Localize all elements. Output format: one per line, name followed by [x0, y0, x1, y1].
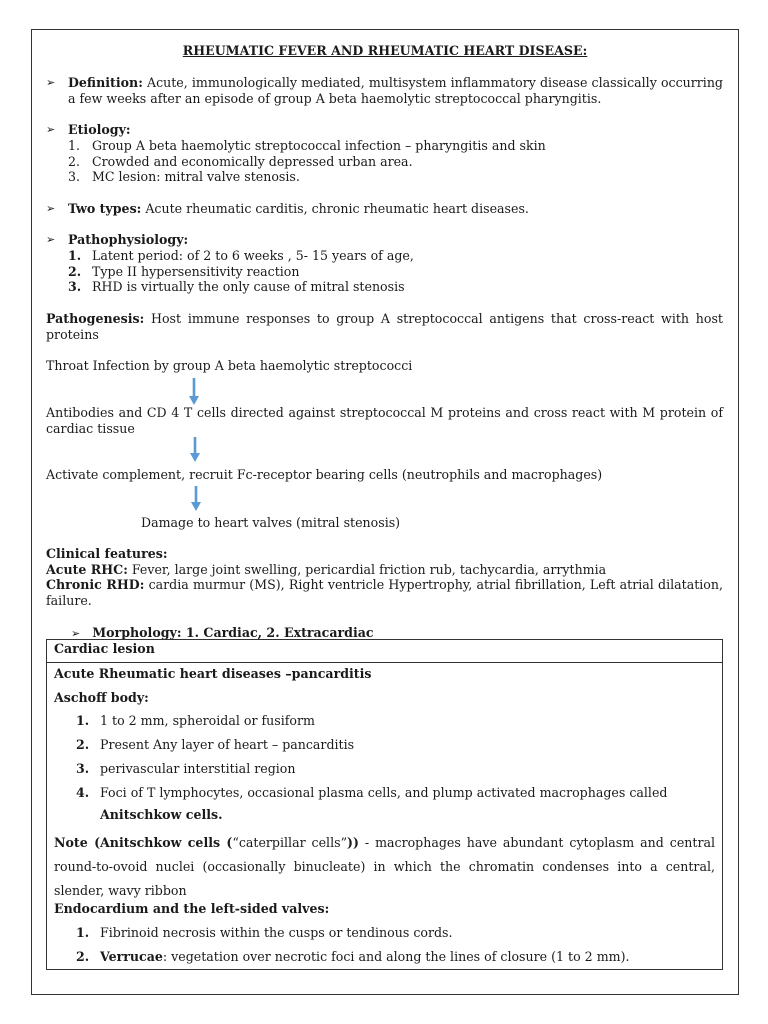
- pathogenesis-paragraph: [46, 311, 723, 342]
- definition-text: Acute, immunologically mediated, multisystem inflammatory disease classically occurring a few weeks after an episode of group A beta haemolytic streptococcal pharyngitis.: [68, 75, 723, 106]
- morphology-label: Morphology: 1. Cardiac, 2. Extracardiac: [92, 625, 374, 640]
- table-header: Cardiac lesion: [54, 641, 155, 656]
- chronic-rhd-text: cardia murmur (MS), Right ventricle Hypertrophy, atrial fibrillation, Left atrial dilatation, failure.: [46, 577, 723, 608]
- etiology-section: [46, 122, 723, 138]
- arrow-bullet-icon: ➢: [46, 233, 56, 246]
- two-types-text: Acute rheumatic carditis, chronic rheumatic heart diseases.: [141, 201, 529, 216]
- definition-label: Definition:: [68, 75, 143, 90]
- list-item: 1. Latent period: of 2 to 6 weeks , 5- 15 years of age,: [68, 248, 414, 263]
- flow-step-4: Damage to heart valves (mitral stenosis): [141, 515, 401, 530]
- endocardium-label: Endocardium and the left-sided valves:: [54, 901, 330, 916]
- list-item: 4. Foci of T lymphocytes, occasional plasma cells, and plump activated macrophages called: [76, 785, 668, 800]
- list-item: 2. Crowded and economically depressed urban area.: [68, 153, 413, 169]
- anitschkow-cells: Anitschkow cells.: [100, 807, 223, 822]
- two-types-label: Two types:: [68, 201, 142, 216]
- acute-rhc-text: Fever, large joint swelling, pericardial friction rub, tachycardia, arrythmia: [127, 561, 607, 577]
- acute-rhc-label: Acute RHC:: [46, 561, 128, 577]
- arrow-bullet-icon: ➢: [46, 202, 56, 215]
- flow-step-3: Activate complement, recruit Fc-receptor bearing cells (neutrophils and macrophages): [46, 467, 603, 482]
- etiology-list: [68, 138, 718, 185]
- list-item: 2. Present Any layer of heart – pancarditis: [76, 737, 355, 752]
- note-paragraph: Note (Anitschkow cells (“caterpillar cells”)) - macrophages have abundant cytoplasm and central round-to-ovoid nuclei (occasionally binucleate) in which the chromatin condenses into a central, slender, wavy ribbon: [54, 835, 716, 898]
- table-divider: [46, 662, 723, 663]
- list-item: 3. RHD is virtually the only cause of mitral stenosis: [68, 279, 405, 294]
- chronic-rhd-label: Chronic RHD:: [46, 577, 145, 592]
- aschoff-label: Aschoff body:: [54, 690, 149, 705]
- pathophysiology-label: Pathophysiology:: [68, 232, 189, 247]
- list-item: 1. Fibrinoid necrosis within the cusps or tendinous cords.: [76, 925, 453, 940]
- etiology-label: Etiology:: [68, 122, 131, 137]
- down-arrow-icon: [190, 486, 202, 512]
- pathogenesis-label: Pathogenesis:: [46, 311, 145, 326]
- pathophysiology-list: [68, 248, 718, 295]
- list-item: 3. MC lesion: mitral valve stenosis.: [68, 169, 300, 184]
- flow-step-2: Antibodies and CD 4 T cells directed against streptococcal M proteins and cross react with M protein of cardiac tissue: [46, 405, 723, 436]
- list-item: 2. Type II hypersensitivity reaction: [68, 263, 300, 279]
- clinical-label: Clinical features:: [46, 546, 168, 561]
- arrow-bullet-icon: ➢: [46, 123, 56, 136]
- down-arrow-icon: [189, 437, 201, 463]
- page-title: RHEUMATIC FEVER AND RHEUMATIC HEART DISEASE:: [182, 43, 588, 58]
- flow-step-1: Throat Infection by group A beta haemolytic streptococci: [46, 358, 413, 373]
- list-item: 1. Group A beta haemolytic streptococcal infection – pharyngitis and skin: [68, 138, 546, 153]
- endocardium-list: [76, 925, 716, 973]
- arrow-bullet-icon: ➢: [71, 627, 81, 640]
- table-subheading: Acute Rheumatic heart diseases –pancarditis: [54, 666, 372, 681]
- down-arrow-icon: [188, 378, 200, 406]
- list-item: 1. 1 to 2 mm, spheroidal or fusiform: [76, 713, 315, 728]
- arrow-bullet-icon: ➢: [46, 76, 56, 89]
- pathogenesis-text: Host immune responses to group A streptococcal antigens that cross-react with host proteins: [46, 311, 723, 342]
- list-item: 2. Verrucae: vegetation over necrotic foci and along the lines of closure (1 to 2 mm).: [76, 949, 630, 964]
- clinical-features: [46, 546, 723, 608]
- aschoff-list: [76, 713, 716, 809]
- pathophysiology-section: [46, 232, 723, 248]
- definition-section: [46, 75, 723, 106]
- list-item: 3. perivascular interstitial region: [76, 761, 296, 776]
- two-types-section: [46, 201, 723, 217]
